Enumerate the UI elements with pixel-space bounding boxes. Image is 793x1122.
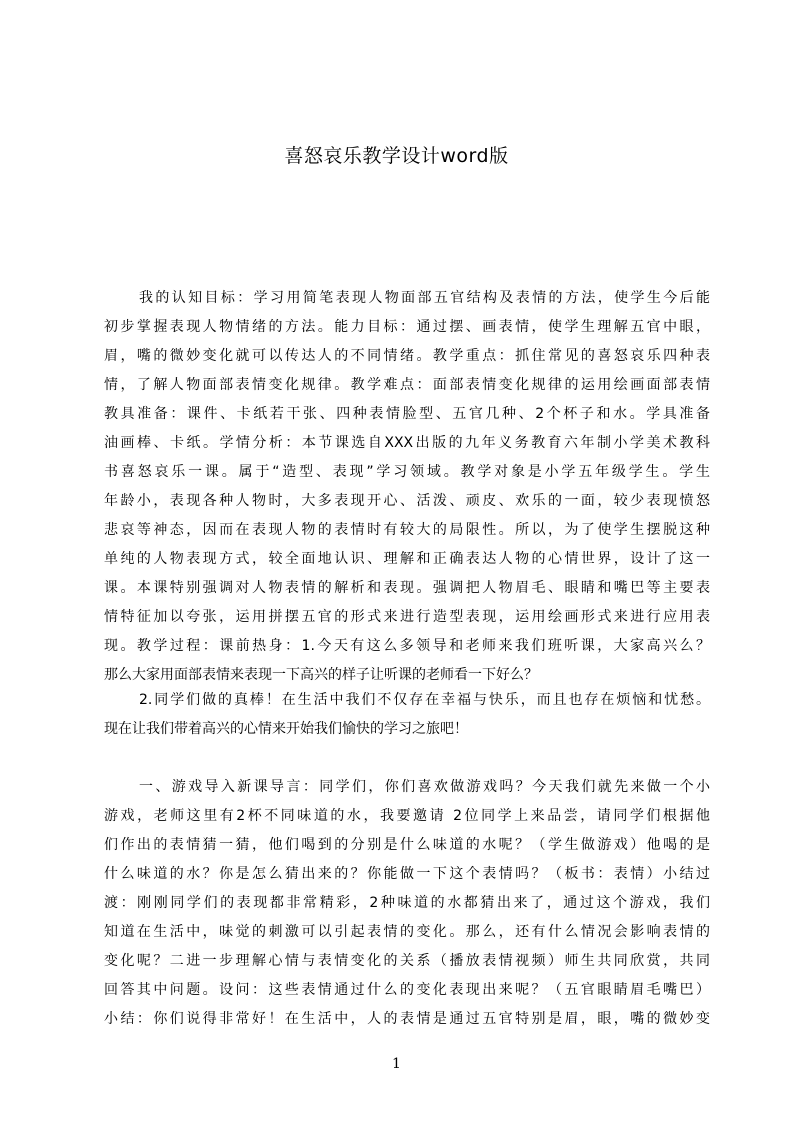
paragraph-line: 油画棒、卡纸。学情分析：本节课选自XXX出版的九年义务教育六年制小学美术教科 — [104, 435, 710, 451]
paragraph-line: 们作出的表情猜一猜，他们喝到的分别是什么味道的水呢？（学生做游戏）他喝的是 — [104, 837, 710, 853]
paragraph-line: 单纯的人物表现方式，较全面地认识、理解和正确表达人物的心情世界，设计了这一 — [104, 551, 710, 567]
paragraph-2 — [104, 686, 710, 744]
paragraph-line: 小结：你们说得非常好！在生活中，人的表情是通过五官特别是眉，眼，嘴的微妙变 — [104, 1011, 710, 1027]
page-number: 1 — [392, 1056, 401, 1072]
paragraph-1 — [104, 284, 710, 690]
paragraph-line: 情，了解人物面部表情变化规律。教学难点：面部表情变化规律的运用绘画面部表情 — [104, 377, 710, 393]
paragraph-3 — [104, 773, 710, 1034]
paragraph-line: 现。教学过程：课前热身：1.今天有这么多领导和老师来我们班听课，大家高兴么？ — [104, 638, 710, 654]
document-title: 喜怒哀乐教学设计word版 — [284, 145, 509, 167]
paragraph-line: 一、游戏导入新课导言：同学们，你们喜欢做游戏吗？今天我们就先来做一个小 — [139, 779, 710, 795]
paragraph-line: 游戏，老师这里有2杯不同味道的水，我要邀请 2位同学上来品尝，请同学们根据他 — [104, 808, 710, 824]
paragraph-line: 课。本课特别强调对人物表情的解析和表现。强调把人物眉毛、眼睛和嘴巴等主要表 — [104, 580, 710, 596]
paragraph-line: 那么大家用面部表情来表现一下高兴的样子让听课的老师看一下好么？ — [104, 667, 538, 683]
paragraph-line: 初步掌握表现人物情绪的方法。能力目标：通过摆、画表情，使学生理解五官中眼， — [104, 319, 710, 335]
paragraph-line: 现在让我们带着高兴的心情来开始我们愉快的学习之旅吧！ — [104, 721, 468, 737]
paragraph-line: 年龄小，表现各种人物时，大多表现开心、活泼、顽皮、欢乐的一面，较少表现愤怒 — [104, 493, 710, 509]
paragraph-line: 眉，嘴的微妙变化就可以传达人的不同情绪。教学重点：抓住常见的喜怒哀乐四种表 — [104, 348, 710, 364]
paragraph-line: 回答其中问题。设问：这些表情通过什么的变化表现出来呢？（五官眼睛眉毛嘴巴） — [104, 982, 710, 998]
paragraph-line: 变化呢？二进一步理解心情与表情变化的关系（播放表情视频）师生共同欣赏，共同 — [104, 953, 710, 969]
paragraph-line: 教具准备：课件、卡纸若干张、四种表情脸型、五官几种、2个杯子和水。学具准备 — [104, 406, 710, 422]
paragraph-line: 什么味道的水？你是怎么猜出来的？你能做一下这个表情吗？（板书：表情）小结过 — [104, 866, 710, 882]
paragraph-line: 情特征加以夸张，运用拼摆五官的形式来进行造型表现，运用绘画形式来进行应用表 — [104, 609, 710, 625]
paragraph-line: 2.同学们做的真棒！在生活中我们不仅存在幸福与快乐，而且也存在烦恼和忧愁。 — [139, 692, 710, 708]
paragraph-line: 我的认知目标：学习用简笔表现人物面部五官结构及表情的方法，使学生今后能 — [139, 290, 710, 306]
paragraph-line: 渡：刚刚同学们的表现都非常精彩，2种味道的水都猜出来了，通过这个游戏，我们 — [104, 895, 710, 911]
paragraph-line: 悲哀等神态，因而在表现人物的表情时有较大的局限性。所以，为了使学生摆脱这种 — [104, 522, 710, 538]
paragraph-line: 书喜怒哀乐一课。属于“造型、表现”学习领域。教学对象是小学五年级学生。学生 — [104, 464, 710, 480]
paragraph-line: 知道在生活中，味觉的刺激可以引起表情的变化。那么，还有什么情况会影响表情的 — [104, 924, 710, 940]
